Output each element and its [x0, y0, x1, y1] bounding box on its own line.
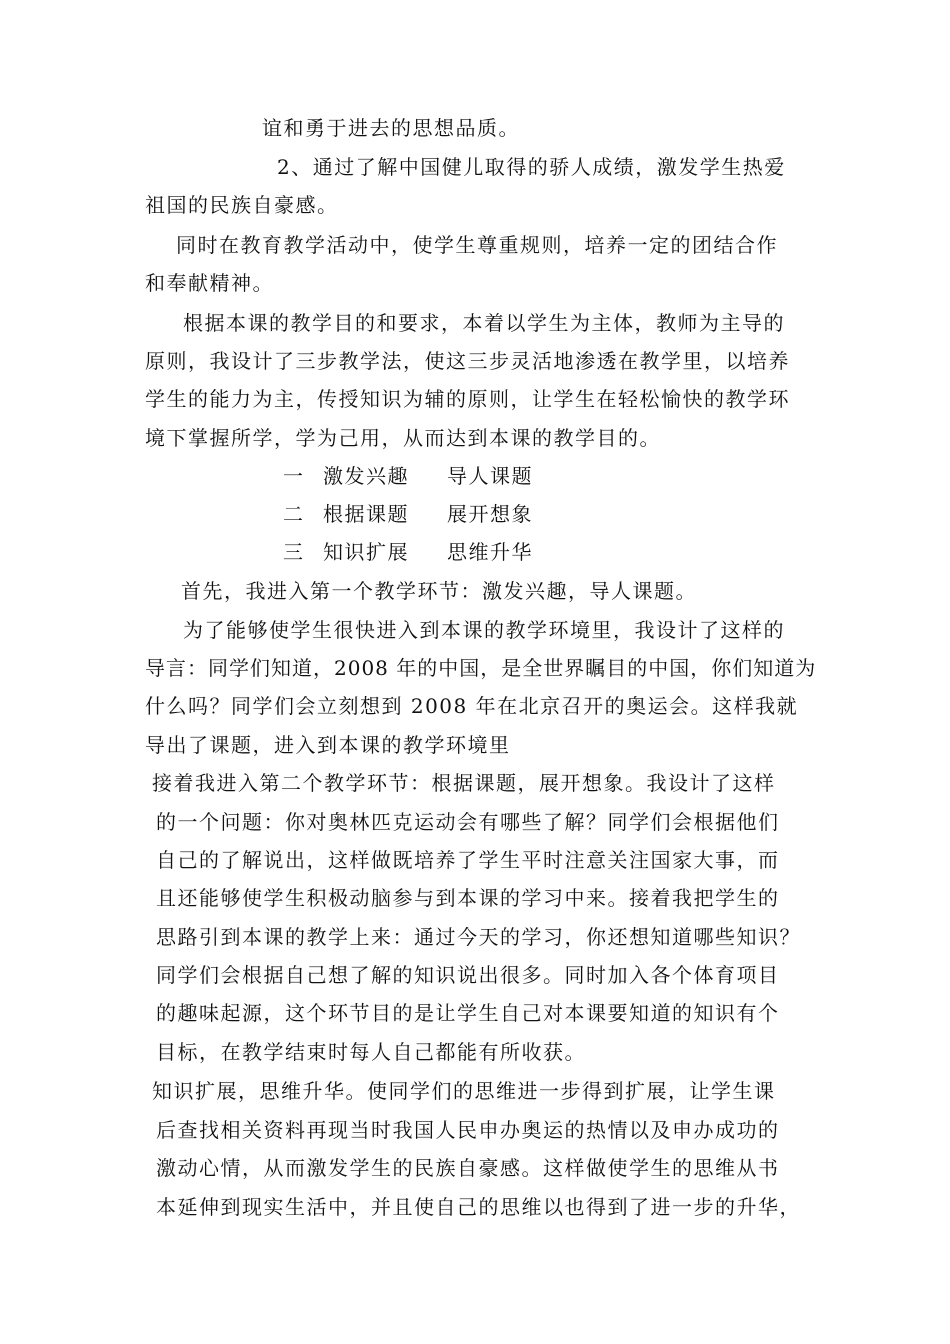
step-number: 一: [283, 464, 305, 488]
paragraph-line: 同学们会根据自己想了解的知识说出很多。同时加入各个体育项目: [156, 963, 780, 987]
paragraph-line: 原则，我设计了三步教学法，使这三步灵活地渗透在教学里，以培养: [145, 349, 790, 373]
paragraph-line: 本延伸到现实生活中，并且使自己的思维以也得到了进一步的升华，: [156, 1195, 801, 1219]
paragraph-line: 自己的了解说出，这样做既培养了学生平时注意关注国家大事，而: [156, 848, 780, 872]
step-row: [283, 538, 533, 566]
paragraph-line: 同时在教育教学活动中，使学生尊重规则，培养一定的团结合作: [176, 233, 778, 257]
paragraph-line: 的趣味起源，这个环节目的是让学生自己对本课要知道的知识有个: [156, 1001, 780, 1025]
step-title: 知识扩展: [323, 540, 409, 564]
paragraph-line: 的一个问题：你对奥林匹克运动会有哪些了解？同学们会根据他们: [156, 810, 780, 834]
paragraph-line: 和奉献精神。: [145, 271, 274, 295]
step-title: 根据课题: [323, 502, 409, 526]
paragraph-line: 接着我进入第二个教学环节：根据课题，展开想象。我设计了这样: [152, 771, 776, 795]
paragraph-line: 2、通过了解中国健儿取得的骄人成绩，激发学生热爱: [277, 155, 786, 179]
paragraph-line: 境下掌握所学，学为己用，从而达到本课的教学目的。: [145, 426, 661, 450]
step-row: [283, 462, 533, 490]
paragraph-line: 且还能够使学生积极动脑参与到本课的学习中来。接着我把学生的: [156, 886, 780, 910]
step-subtitle: 展开想象: [447, 502, 533, 526]
paragraph-line: 学生的能力为主，传授知识为辅的原则，让学生在轻松愉快的教学环: [145, 387, 790, 411]
paragraph-line: 知识扩展，思维升华。使同学们的思维进一步得到扩展，让学生课: [152, 1079, 776, 1103]
step-subtitle: 导人课题: [447, 464, 533, 488]
paragraph-line: 首先，我进入第一个教学环节：激发兴趣，导人课题。: [181, 579, 697, 603]
paragraph-line: 祖国的民族自豪感。: [145, 193, 339, 217]
paragraph-line: 后查找相关资料再现当时我国人民申办奥运的热情以及申办成功的: [156, 1118, 780, 1142]
step-subtitle: 思维升华: [447, 540, 533, 564]
paragraph-line: 导言：同学们知道，2008 年的中国，是全世界瞩目的中国，你们知道为: [145, 656, 817, 680]
paragraph-line: 目标，在教学结束时每人自己都能有所收获。: [156, 1040, 586, 1064]
paragraph-line: 什么吗？同学们会立刻想到 2008 年在北京召开的奥运会。这样我就: [145, 694, 799, 718]
step-number: 三: [283, 540, 305, 564]
paragraph-line: 导出了课题，进入到本课的教学环境里: [145, 733, 511, 757]
step-number: 二: [283, 502, 305, 526]
paragraph-line: 谊和勇于进去的思想品质。: [262, 116, 520, 140]
paragraph-line: 为了能够使学生很快进入到本课的教学环境里，我设计了这样的: [183, 618, 785, 642]
paragraph-line: 激动心情，从而激发学生的民族自豪感。这样做使学生的思维从书: [156, 1156, 780, 1180]
step-row: [283, 500, 533, 528]
paragraph-line: 思路引到本课的教学上来：通过今天的学习，你还想知道哪些知识？: [156, 925, 801, 949]
paragraph-line: 根据本课的教学目的和要求，本着以学生为主体，教师为主导的: [183, 311, 785, 335]
step-title: 激发兴趣: [323, 464, 409, 488]
